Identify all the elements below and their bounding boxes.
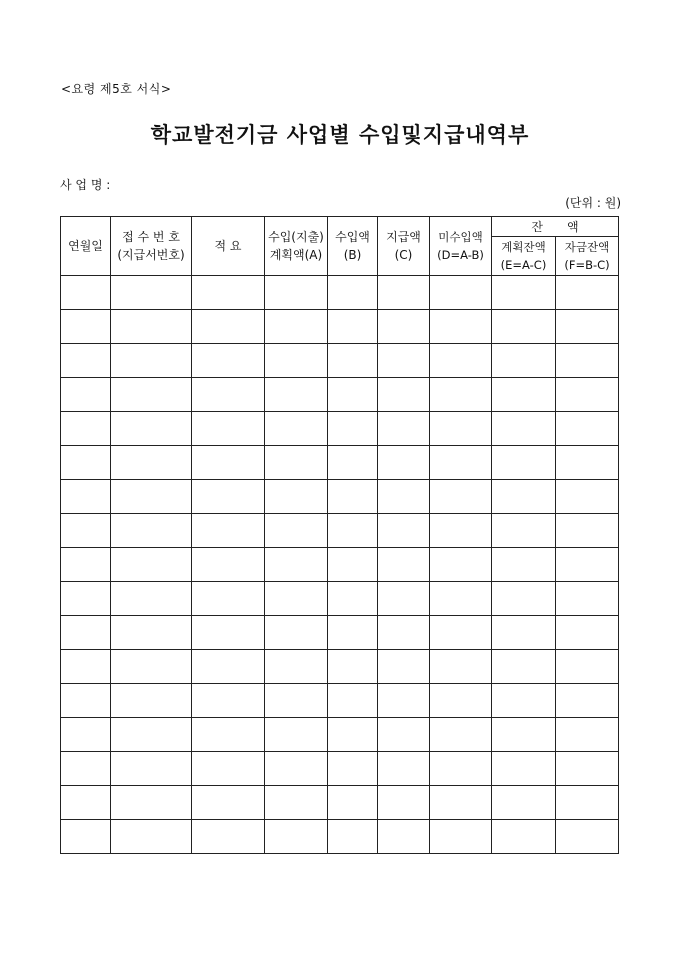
table-cell[interactable]	[265, 480, 328, 514]
table-cell[interactable]	[111, 480, 192, 514]
table-cell[interactable]	[61, 820, 111, 854]
table-cell[interactable]	[378, 344, 430, 378]
table-cell[interactable]	[378, 548, 430, 582]
table-cell[interactable]	[328, 616, 378, 650]
table-cell[interactable]	[492, 718, 556, 752]
table-cell[interactable]	[556, 344, 619, 378]
ledger-body	[61, 276, 619, 854]
table-cell[interactable]	[265, 412, 328, 446]
table-cell[interactable]	[265, 548, 328, 582]
table-row	[61, 616, 619, 650]
table-cell[interactable]	[430, 718, 492, 752]
table-cell[interactable]	[192, 820, 265, 854]
table-cell[interactable]	[378, 786, 430, 820]
table-cell[interactable]	[192, 718, 265, 752]
table-cell[interactable]	[328, 684, 378, 718]
table-cell[interactable]	[111, 650, 192, 684]
table-cell[interactable]	[265, 344, 328, 378]
header-income: 수입액 (B)	[328, 217, 378, 276]
table-cell[interactable]	[492, 446, 556, 480]
table-cell[interactable]	[265, 378, 328, 412]
table-cell[interactable]	[556, 276, 619, 310]
table-cell[interactable]	[265, 650, 328, 684]
table-cell[interactable]	[378, 514, 430, 548]
table-cell[interactable]	[328, 480, 378, 514]
table-cell[interactable]	[430, 480, 492, 514]
table-cell[interactable]	[192, 616, 265, 650]
table-row	[61, 514, 619, 548]
table-cell[interactable]	[430, 650, 492, 684]
table-cell[interactable]	[265, 718, 328, 752]
table-cell[interactable]	[492, 378, 556, 412]
table-cell[interactable]	[328, 820, 378, 854]
table-row	[61, 412, 619, 446]
table-cell[interactable]	[265, 616, 328, 650]
table-cell[interactable]	[328, 718, 378, 752]
header-uncollected: 미수입액 (D=A-B)	[430, 217, 492, 276]
table-cell[interactable]	[430, 276, 492, 310]
table-cell[interactable]	[556, 480, 619, 514]
table-cell[interactable]	[492, 820, 556, 854]
table-row	[61, 820, 619, 854]
table-cell[interactable]	[61, 446, 111, 480]
header-plan-balance: 계획잔액 (E=A-C)	[492, 237, 556, 276]
table-cell[interactable]	[378, 684, 430, 718]
table-cell[interactable]	[378, 480, 430, 514]
table-cell[interactable]	[556, 310, 619, 344]
header-planned-amount: 수입(지출) 계획액(A)	[265, 217, 328, 276]
table-cell[interactable]	[61, 480, 111, 514]
table-row	[61, 752, 619, 786]
table-cell[interactable]	[378, 752, 430, 786]
table-cell[interactable]	[556, 582, 619, 616]
table-cell[interactable]	[111, 310, 192, 344]
table-row	[61, 378, 619, 412]
table-row	[61, 786, 619, 820]
table-cell[interactable]	[430, 616, 492, 650]
table-cell[interactable]	[430, 548, 492, 582]
table-row	[61, 718, 619, 752]
table-cell[interactable]	[328, 514, 378, 548]
table-row	[61, 344, 619, 378]
table-cell[interactable]	[430, 378, 492, 412]
table-row	[61, 446, 619, 480]
table-cell[interactable]	[265, 752, 328, 786]
table-cell[interactable]	[378, 718, 430, 752]
header-fund-balance: 자금잔액 (F=B-C)	[556, 237, 619, 276]
form-number: <요령 제5호 서식>	[61, 82, 172, 96]
table-cell[interactable]	[328, 548, 378, 582]
table-cell[interactable]	[265, 684, 328, 718]
table-cell[interactable]	[61, 514, 111, 548]
table-cell[interactable]	[111, 820, 192, 854]
table-cell[interactable]	[265, 514, 328, 548]
table-cell[interactable]	[192, 276, 265, 310]
table-cell[interactable]	[111, 276, 192, 310]
table-cell[interactable]	[61, 684, 111, 718]
table-cell[interactable]	[328, 378, 378, 412]
table-cell[interactable]	[61, 310, 111, 344]
table-cell[interactable]	[556, 718, 619, 752]
table-cell[interactable]	[430, 752, 492, 786]
table-cell[interactable]	[265, 820, 328, 854]
table-cell[interactable]	[265, 310, 328, 344]
table-cell[interactable]	[192, 786, 265, 820]
project-name-label: 사 업 명 :	[60, 178, 111, 192]
table-cell[interactable]	[430, 446, 492, 480]
table-cell[interactable]	[328, 412, 378, 446]
table-cell[interactable]	[111, 616, 192, 650]
table-cell[interactable]	[61, 786, 111, 820]
table-cell[interactable]	[492, 582, 556, 616]
table-cell[interactable]	[378, 582, 430, 616]
table-cell[interactable]	[61, 616, 111, 650]
table-cell[interactable]	[492, 616, 556, 650]
table-row	[61, 548, 619, 582]
table-cell[interactable]	[492, 786, 556, 820]
table-cell[interactable]	[192, 650, 265, 684]
header-payment: 지급액 (C)	[378, 217, 430, 276]
table-cell[interactable]	[61, 718, 111, 752]
table-cell[interactable]	[492, 548, 556, 582]
table-cell[interactable]	[328, 752, 378, 786]
ledger-table	[60, 216, 619, 854]
table-cell[interactable]	[192, 582, 265, 616]
table-cell[interactable]	[556, 446, 619, 480]
table-cell[interactable]	[328, 650, 378, 684]
header-date: 연월일	[61, 217, 111, 276]
table-cell[interactable]	[111, 786, 192, 820]
table-cell[interactable]	[430, 514, 492, 548]
table-cell[interactable]	[192, 378, 265, 412]
table-cell[interactable]	[556, 378, 619, 412]
table-cell[interactable]	[430, 582, 492, 616]
table-cell[interactable]	[492, 684, 556, 718]
table-cell[interactable]	[378, 446, 430, 480]
table-cell[interactable]	[61, 548, 111, 582]
table-cell[interactable]	[492, 310, 556, 344]
table-cell[interactable]	[430, 786, 492, 820]
table-cell[interactable]	[556, 820, 619, 854]
table-cell[interactable]	[378, 650, 430, 684]
table-cell[interactable]	[61, 582, 111, 616]
table-cell[interactable]	[61, 276, 111, 310]
table-cell[interactable]	[192, 310, 265, 344]
table-cell[interactable]	[192, 480, 265, 514]
table-cell[interactable]	[111, 412, 192, 446]
table-cell[interactable]	[430, 820, 492, 854]
table-cell[interactable]	[430, 310, 492, 344]
table-cell[interactable]	[378, 616, 430, 650]
table-cell[interactable]	[430, 684, 492, 718]
header-balance: 잔 액	[492, 217, 619, 237]
table-cell[interactable]	[265, 582, 328, 616]
table-cell[interactable]	[378, 412, 430, 446]
table-cell[interactable]	[328, 446, 378, 480]
table-cell[interactable]	[492, 412, 556, 446]
table-row	[61, 310, 619, 344]
table-cell[interactable]	[61, 344, 111, 378]
table-cell[interactable]	[265, 446, 328, 480]
table-cell[interactable]	[556, 616, 619, 650]
table-cell[interactable]	[111, 684, 192, 718]
table-cell[interactable]	[61, 752, 111, 786]
table-cell[interactable]	[378, 276, 430, 310]
table-cell[interactable]	[61, 412, 111, 446]
header-summary: 적 요	[192, 217, 265, 276]
table-cell[interactable]	[192, 344, 265, 378]
table-cell[interactable]	[328, 276, 378, 310]
table-cell[interactable]	[61, 650, 111, 684]
table-cell[interactable]	[192, 412, 265, 446]
table-cell[interactable]	[328, 310, 378, 344]
table-row	[61, 650, 619, 684]
table-cell[interactable]	[192, 684, 265, 718]
table-cell[interactable]	[556, 752, 619, 786]
table-row	[61, 480, 619, 514]
table-cell[interactable]	[492, 752, 556, 786]
table-cell[interactable]	[556, 412, 619, 446]
table-cell[interactable]	[430, 344, 492, 378]
table-cell[interactable]	[328, 786, 378, 820]
table-cell[interactable]	[556, 514, 619, 548]
header-receipt-number: 접 수 번 호 (지급서번호)	[111, 217, 192, 276]
table-cell[interactable]	[378, 820, 430, 854]
table-cell[interactable]	[328, 582, 378, 616]
table-cell[interactable]	[111, 344, 192, 378]
table-cell[interactable]	[111, 752, 192, 786]
table-cell[interactable]	[492, 480, 556, 514]
table-cell[interactable]	[492, 276, 556, 310]
page-title: 학교발전기금 사업별 수입및지급내역부	[150, 122, 530, 147]
table-cell[interactable]	[492, 344, 556, 378]
table-cell[interactable]	[556, 548, 619, 582]
table-cell[interactable]	[61, 378, 111, 412]
table-cell[interactable]	[111, 378, 192, 412]
table-row	[61, 684, 619, 718]
table-cell[interactable]	[192, 548, 265, 582]
table-cell[interactable]	[111, 446, 192, 480]
table-row	[61, 276, 619, 310]
table-cell[interactable]	[192, 752, 265, 786]
table-cell[interactable]	[556, 786, 619, 820]
table-cell[interactable]	[265, 276, 328, 310]
table-cell[interactable]	[111, 582, 192, 616]
table-cell[interactable]	[492, 650, 556, 684]
unit-label: (단위 : 원)	[565, 196, 621, 210]
table-cell[interactable]	[430, 412, 492, 446]
table-cell[interactable]	[192, 446, 265, 480]
table-cell[interactable]	[192, 514, 265, 548]
table-cell[interactable]	[378, 310, 430, 344]
table-cell[interactable]	[265, 786, 328, 820]
table-cell[interactable]	[556, 684, 619, 718]
table-cell[interactable]	[378, 378, 430, 412]
table-cell[interactable]	[111, 514, 192, 548]
table-cell[interactable]	[492, 514, 556, 548]
table-cell[interactable]	[328, 344, 378, 378]
table-cell[interactable]	[556, 650, 619, 684]
table-cell[interactable]	[111, 548, 192, 582]
table-row	[61, 582, 619, 616]
table-cell[interactable]	[111, 718, 192, 752]
